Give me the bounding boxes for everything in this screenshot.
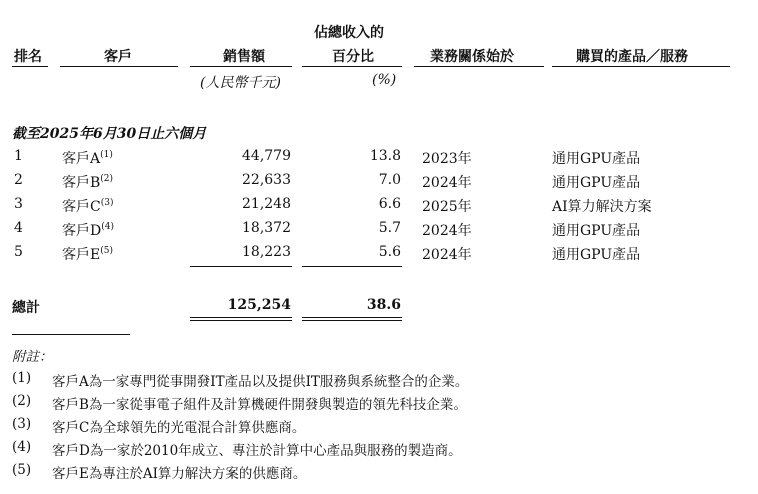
row-rank: 1: [14, 148, 23, 164]
row-products: 通用GPU產品: [552, 175, 641, 191]
note-number: (2): [12, 393, 32, 409]
total-double-rule-sales-2: [190, 320, 292, 321]
subtotal-rule-sales: [190, 266, 292, 267]
footnote-ref: (4): [101, 222, 114, 232]
subtotal-rule-share: [302, 266, 402, 267]
row-since: 2024年: [422, 247, 472, 263]
note-number: (1): [12, 370, 32, 386]
row-share: 6.6: [378, 196, 401, 212]
footnote-ref: (3): [100, 198, 114, 208]
footnote-ref: (5): [100, 246, 113, 256]
total-double-rule-sales-1: [190, 317, 292, 318]
total-double-rule-share-2: [302, 320, 402, 321]
row-sales: 21,248: [242, 196, 291, 212]
total-share: 38.6: [366, 297, 401, 313]
header-sales-underline: [190, 66, 292, 67]
row-share: 5.6: [378, 244, 401, 260]
row-customer: 客戶$E^{(5)}$: [62, 246, 113, 263]
row-since: 2024年: [422, 175, 472, 191]
footnote-ref: (1): [100, 150, 113, 160]
header-sales: 銷售額: [223, 49, 265, 65]
note-number: (3): [12, 416, 32, 432]
row-products: AI算力解決方案: [552, 199, 652, 215]
row-share: 7.0: [378, 172, 401, 188]
row-since: 2023年: [422, 151, 472, 167]
header-share-line1: 佔總收入的: [314, 25, 384, 41]
row-sales: 18,223: [242, 244, 291, 260]
header-rank: 排名: [14, 49, 42, 65]
header-since-underline: [414, 66, 544, 67]
row-sales: 22,633: [242, 172, 291, 188]
row-sales: 44,779: [242, 148, 291, 164]
sales-unit: (人民幣千元): [200, 75, 281, 91]
total-sales: 125,254: [227, 297, 291, 313]
header-share-line2: 百分比: [332, 49, 374, 65]
row-share: 13.8: [369, 148, 401, 164]
note-number: (4): [12, 439, 32, 455]
share-unit: (%): [372, 72, 397, 88]
header-customer-underline: [60, 66, 178, 67]
header-share-underline: [302, 66, 402, 67]
row-products: 通用GPU產品: [552, 223, 641, 239]
footnote-ref: (2): [100, 174, 114, 184]
row-customer: 客戶$A^{(1)}$: [62, 150, 113, 167]
total-label: 總計: [12, 300, 40, 316]
row-since: 2025年: [422, 199, 472, 215]
note-text: 客戶E為專注於AI算力解決方案的供應商。: [52, 466, 307, 482]
row-customer: 客戶$C^{(3)}$: [62, 198, 114, 215]
notes-separator: [12, 334, 130, 335]
period-label: 截至2025年6月30日止六個月: [12, 126, 207, 142]
row-customer: 客戶$D^{(4)}$: [62, 222, 114, 239]
note-text: 客戶D為一家於2010年成立、專注於計算中心產品與服務的製造商。: [52, 443, 462, 459]
note-text: 客戶A為一家專門從事開發IT產品以及提供IT服務與系統整合的企業。: [52, 374, 469, 390]
header-products-underline: [552, 66, 730, 67]
header-since: 業務關係始於: [430, 49, 514, 65]
row-products: 通用GPU產品: [552, 247, 641, 263]
row-rank: 5: [14, 244, 23, 260]
notes-title: 附註：: [12, 349, 53, 365]
header-products: 購買的產品／服務: [576, 49, 688, 65]
header-customer: 客戶: [104, 49, 132, 65]
total-double-rule-share-1: [302, 317, 402, 318]
row-rank: 2: [14, 172, 23, 188]
note-number: (5): [12, 462, 32, 478]
row-rank: 3: [14, 196, 23, 212]
row-share: 5.7: [378, 220, 401, 236]
row-products: 通用GPU產品: [552, 151, 641, 167]
row-sales: 18,372: [242, 220, 291, 236]
row-rank: 4: [14, 220, 23, 236]
header-rank-underline: [12, 66, 48, 67]
note-text: 客戶B為一家從事電子組件及計算機硬件開發與製造的領先科技企業。: [52, 397, 467, 413]
row-customer: 客戶$B^{(2)}$: [62, 174, 114, 191]
note-text: 客戶C為全球領先的光電混合計算供應商。: [52, 420, 306, 436]
row-since: 2024年: [422, 223, 472, 239]
